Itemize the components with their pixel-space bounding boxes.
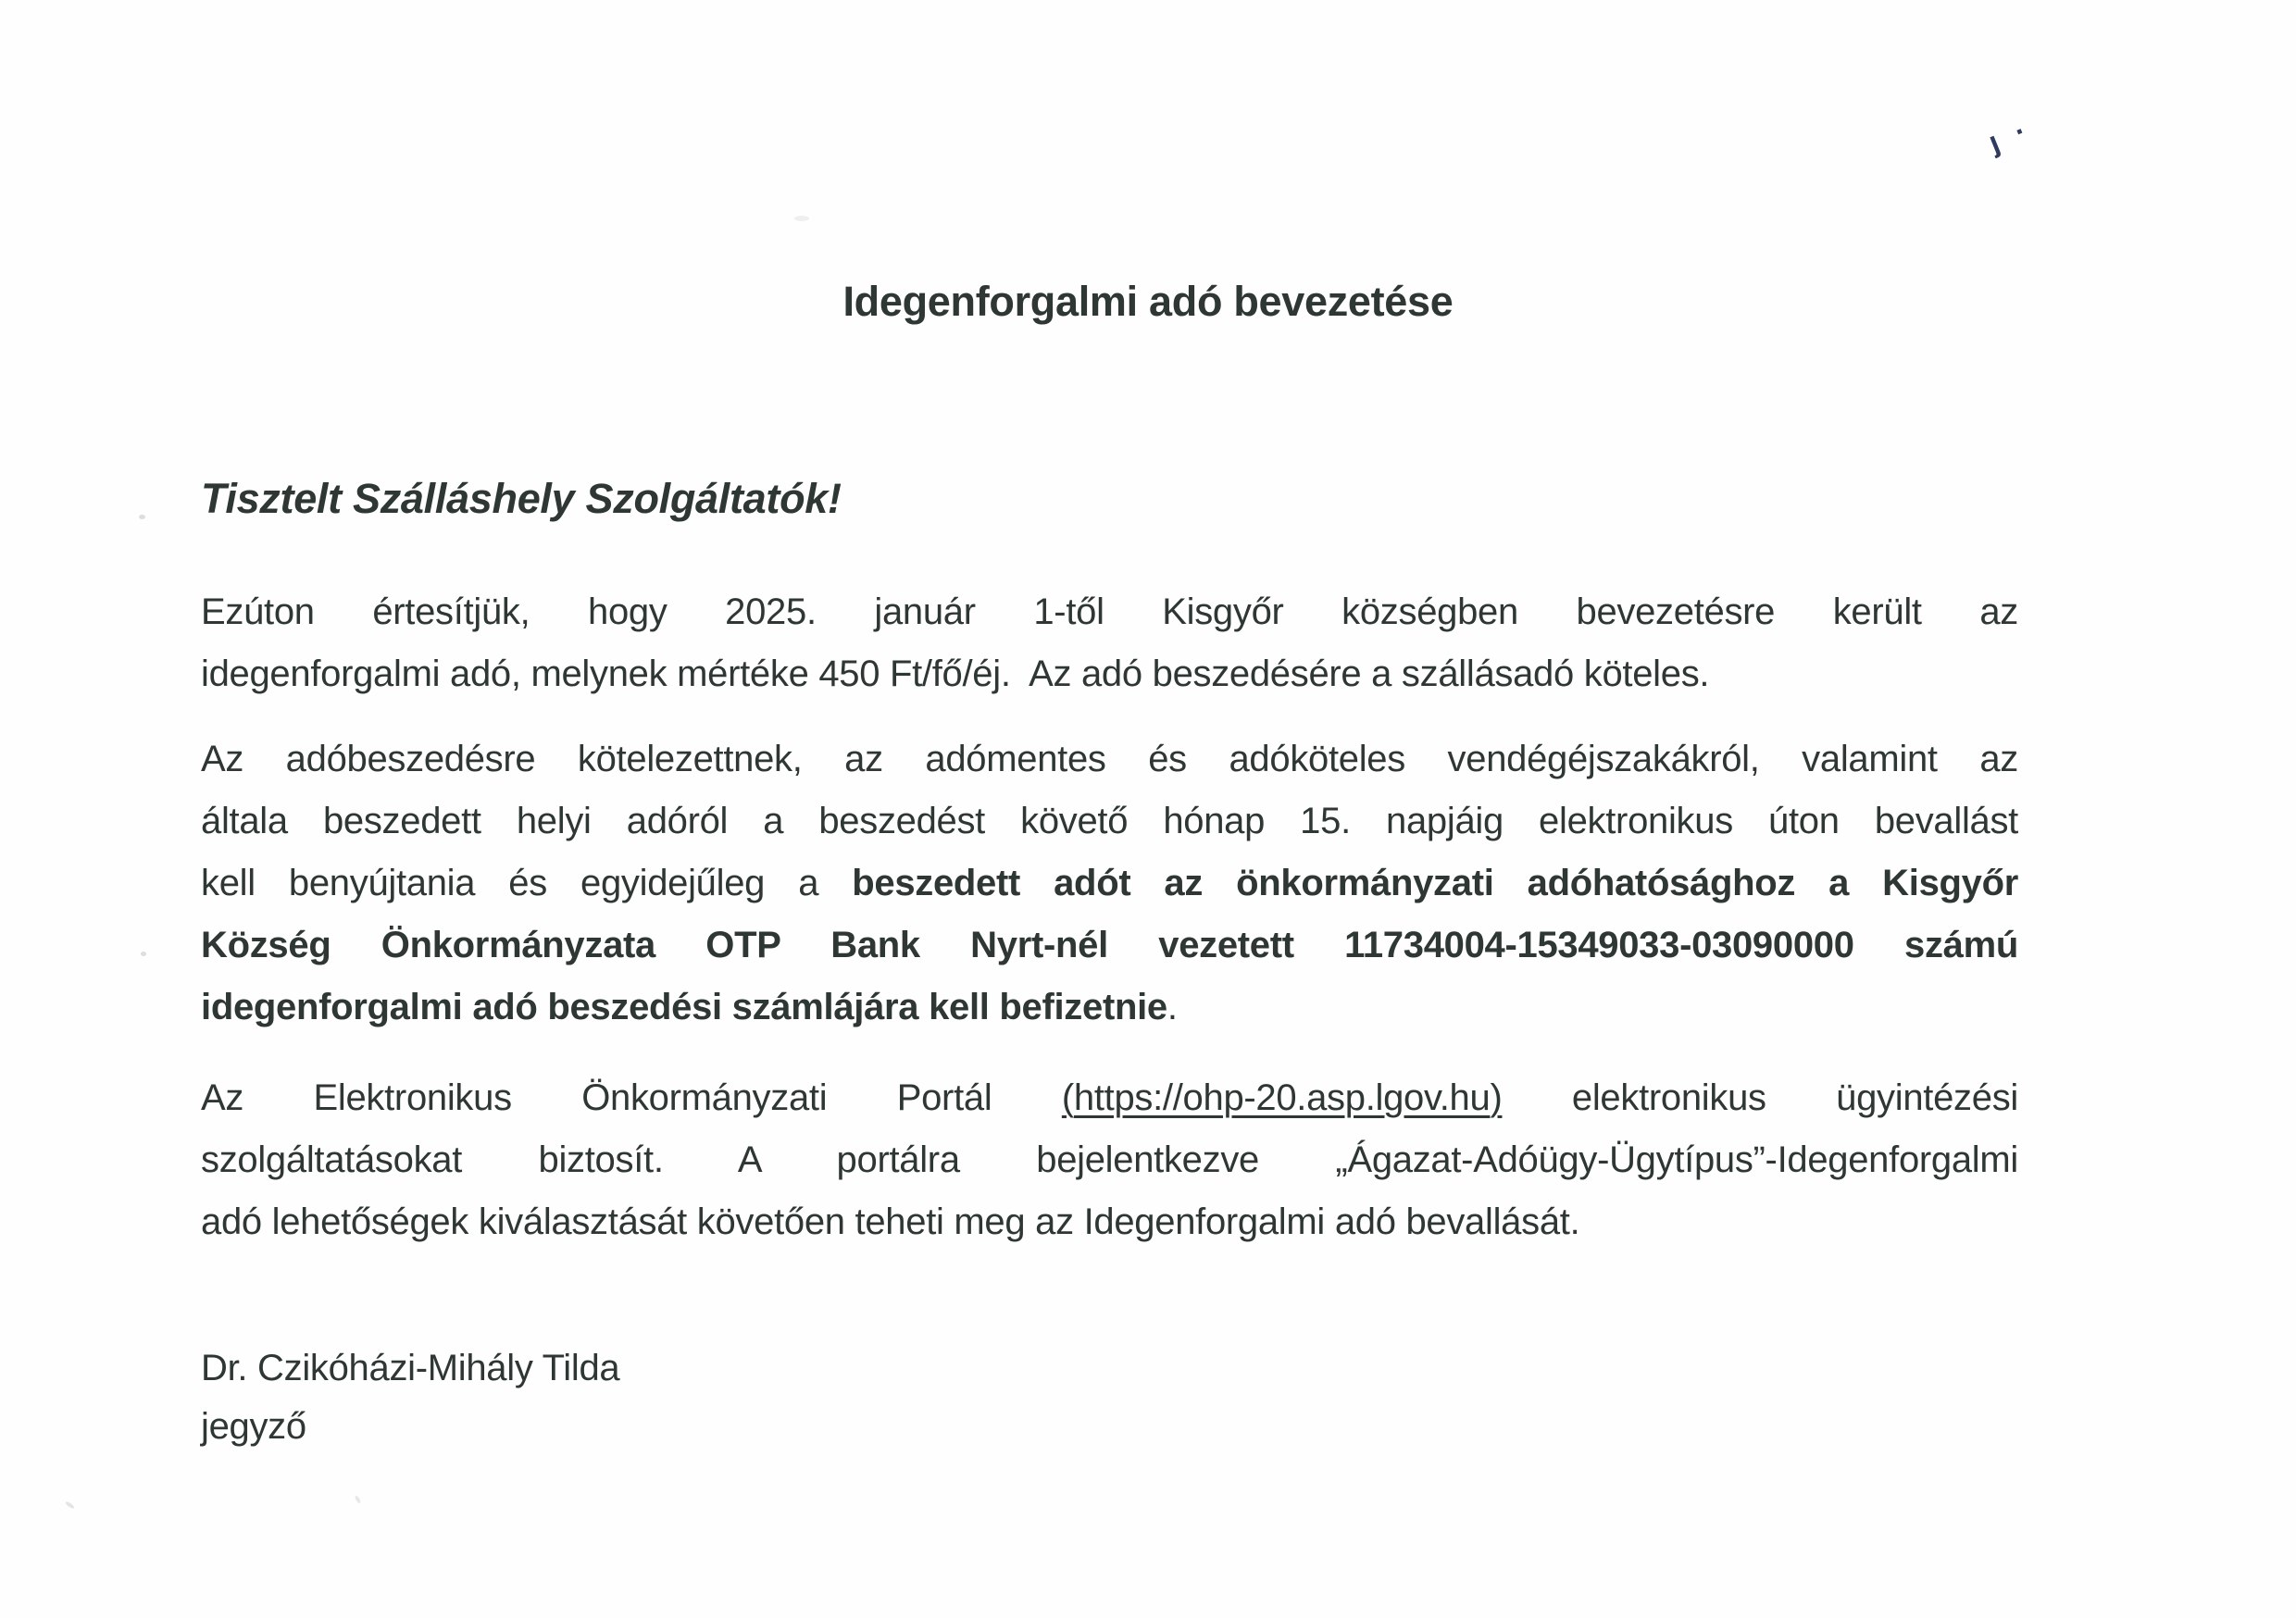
paragraph-line: Ezúton értesítjük, hogy 2025. január 1-től Kisgyőr községben bevezetésre került az: [201, 591, 2018, 632]
paragraph-line: Az adóbeszedésre kötelezettnek, az adómentes és adóköteles vendégéjszakákról, valamint az: [201, 739, 2018, 779]
scan-artifact: [355, 1495, 362, 1504]
scan-artifact: [141, 952, 146, 956]
signature-name: Dr. Czikóházi-Mihály Tilda: [201, 1348, 620, 1388]
paragraph-line: [201, 977, 2018, 1039]
bank-account-line: Község Önkormányzata OTP Bank Nyrt-nél vezetett 11734004-15349033-03090000 számú: [201, 925, 2018, 965]
paren-close: ): [1490, 1077, 1503, 1118]
paragraph-line: szolgáltatásokat biztosít. A portálra bejelentkezve „Ágazat-Adóügy-Ügytípus”-Idegenforgalmi: [201, 1139, 2018, 1180]
paragraph-line: [201, 1067, 2018, 1129]
paragraph-intro: [201, 581, 2018, 705]
paragraph-line: adó lehetőségek kiválasztását követően teheti meg az Idegenforgalmi adó bevallását.: [201, 1201, 1580, 1242]
paragraph-line: általa beszedett helyi adóról a beszedést követő hónap 15. napjáig elektronikus úton bevallást: [201, 801, 2018, 841]
signature-block: [201, 1339, 619, 1456]
paragraph-tax-payment: [201, 728, 2018, 1039]
ink-mark: ȷ ·: [1983, 111, 2037, 159]
paragraph-portal: [201, 1067, 2018, 1253]
signature-role: jegyző: [201, 1406, 306, 1447]
paren-open: (: [1061, 1077, 1074, 1118]
paragraph-line: idegenforgalmi adó, melynek mértéke 450 Ft/fő/éj. Az adó beszedésére a szállásadó köteles.: [201, 653, 1710, 694]
portal-link[interactable]: https://ohp-20.asp.lgov.hu: [1073, 1077, 1491, 1118]
salutation: Tisztelt Szálláshely Szolgáltatók!: [201, 475, 842, 522]
scan-artifact: [139, 515, 145, 519]
paragraph-text: kell benyújtania és egyidejűleg a: [201, 863, 853, 903]
paragraph-bold-text: idegenforgalmi adó beszedési számlájára kell befizetnie: [201, 987, 1167, 1027]
scan-artifact: [65, 1500, 75, 1510]
paragraph-text: Az Elektronikus Önkormányzati Portál: [201, 1077, 1062, 1118]
paragraph-text: elektronikus ügyintézési: [1502, 1077, 2018, 1118]
paragraph-line: [201, 853, 2018, 915]
paragraph-text: .: [1167, 987, 1178, 1027]
document-title: Idegenforgalmi adó bevezetése: [842, 278, 1454, 326]
portal-link-group: [1062, 1077, 1503, 1118]
scan-artifact: [794, 216, 809, 221]
paragraph-bold-text: beszedett adót az önkormányzati adóhatósághoz a Kisgyőr: [852, 863, 2019, 903]
